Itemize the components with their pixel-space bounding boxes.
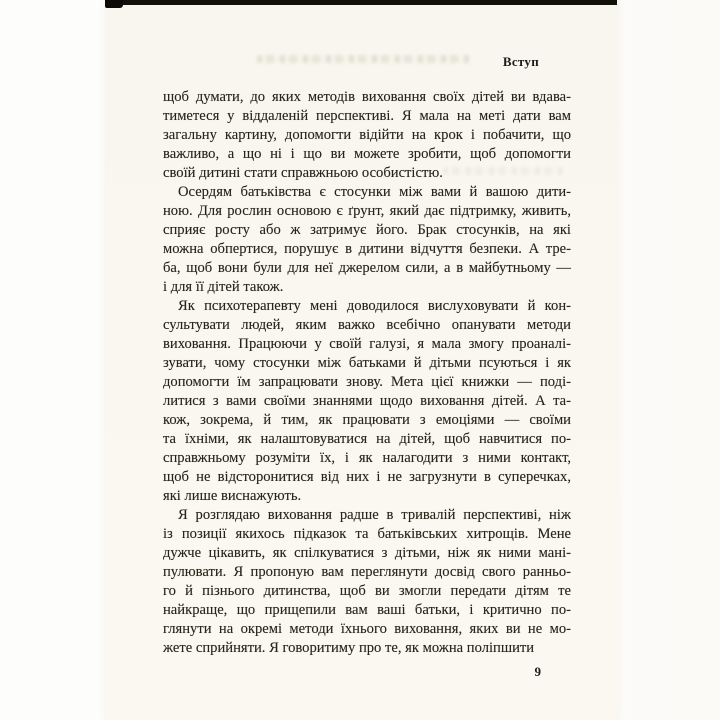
text-line: Я розглядаю виховання радше в тривалій перспективі, ніж <box>178 507 571 523</box>
text-line: справжньому розуміти їх, і як налагодити з ними контакт, <box>163 450 571 466</box>
text-line: важливо, а що ні і що ви можете зробити, щоб допомогти <box>163 146 571 162</box>
page-number: 9 <box>534 664 541 679</box>
text-line: пулювати. Я пропоную вам переглянути досвід свого ранньо- <box>163 564 571 580</box>
text-line: ною. Для рослин основою є ґрунт, який дає підтримку, живить, <box>163 203 571 219</box>
text-line: найкраще, що прищепили вам ваші батьки, і критично по- <box>163 602 571 618</box>
text-line: своїй дитині стати справжньою особистістю. <box>163 165 443 181</box>
text-line: кож, зокрема, й тим, як працювати з емоціями — своїми <box>163 412 571 428</box>
text-line: щоб не відсторонитися від них і не загрузнути в суперечках, <box>163 469 571 485</box>
text-line: глянути на окремі методи їхнього виховання, яких ви не мо- <box>163 621 571 637</box>
text-line: і для її дітей також. <box>163 279 284 295</box>
text-line: Як психотерапевту мені доводилося вислуховувати й кон- <box>178 298 571 314</box>
text-line: сультувати людей, яким важко всебічно опанувати методи <box>163 317 571 333</box>
text-line: які лише виснажують. <box>163 488 302 504</box>
text-line: ба, щоб вони були для неї джерелом сили, а в майбутньому — <box>163 260 571 276</box>
running-head: Вступ <box>502 54 539 69</box>
text-line: го й пізнього дитинства, щоб ви змогли передати дітям те <box>163 583 571 599</box>
book-page <box>105 0 617 720</box>
text-line: щоб думати, до яких методів виховання своїх дітей ви вдава- <box>163 89 571 105</box>
scan-edge-strip <box>105 0 617 5</box>
bleed-through-smudge <box>257 55 470 63</box>
text-line: дужче цікавить, як спілкуватися з дітьми, ніж як ними мані- <box>163 545 571 561</box>
text-line: Осердям батьківства є стосунки між вами й вашою дити- <box>178 184 571 200</box>
text-line: тиметеся у віддаленій перспективі. Я мала на меті дати вам <box>163 108 571 124</box>
text-line: із позиції якихось підказок та батьківських хитрощів. Мене <box>163 526 571 542</box>
text-line: можна обпертися, порушує в дитини відчуття безпеки. А тре- <box>163 241 571 257</box>
text-line: литися з вами своїми знаннями щодо виховання дітей. А та- <box>163 393 571 409</box>
text-line: та їхніми, як налаштовуватися на дітей, щоб навчитися по- <box>163 431 571 447</box>
text-line: жете сприйняти. Я говоритиму про те, як можна поліпшити <box>163 640 535 656</box>
text-line: зувати, чому стосунки між батьками й дітьми псуються і як <box>163 355 571 371</box>
text-line: допомогти їм запрацювати знову. Мета цієї книжки — поді- <box>163 374 571 390</box>
text-line: сприяє росту або ж затримує його. Брак стосунків, на які <box>163 222 571 238</box>
text-line: виховання. Працюючи у своїй галузі, я мала змогу проаналі- <box>163 336 571 352</box>
body-text <box>163 88 571 658</box>
text-line: загальну картину, допомогти відійти на крок і побачити, що <box>163 127 571 143</box>
